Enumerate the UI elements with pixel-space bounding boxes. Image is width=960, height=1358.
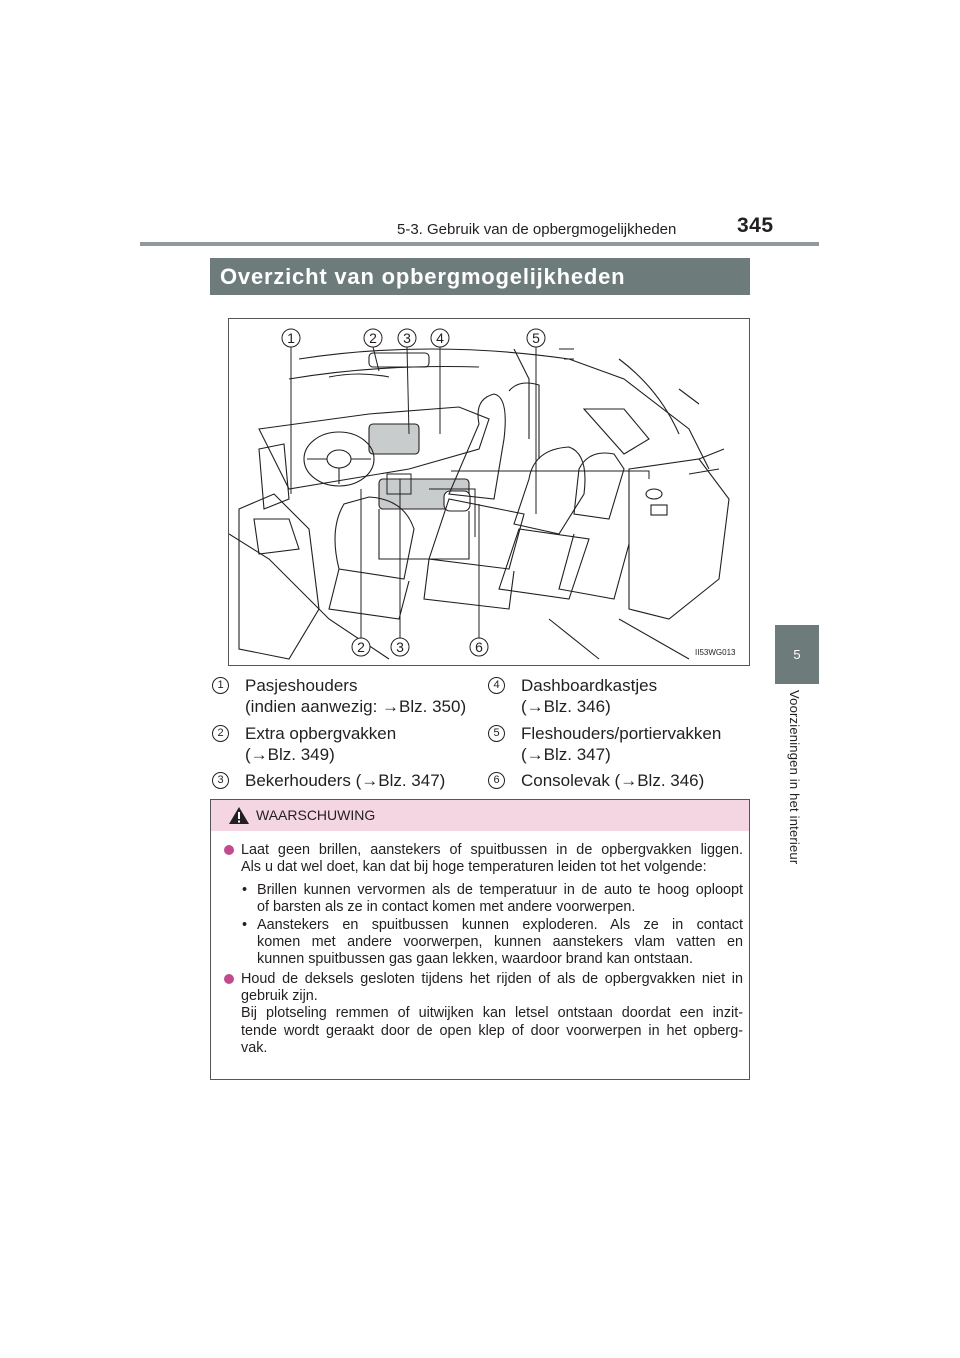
warning-title: WAARSCHUWING: [256, 807, 376, 823]
section-title: Overzicht van opbergmogelijkheden: [210, 258, 750, 295]
legend-line: Pasjeshouders: [245, 676, 358, 695]
warning-line: kunnen spuitbussen gas gaan lekken, waardoor brand kan ontstaan.: [257, 951, 694, 968]
warning-line: komen met andere voorwerpen, kunnen aanstekers vlam vatten en: [257, 934, 743, 951]
warning-line: Brillen kunnen vervormen als de temperatuur in de auto te hoog oploopt: [257, 882, 743, 898]
car-interior-illustration: [229, 319, 749, 665]
legend-line: Extra opbergvakken: [245, 724, 397, 743]
warning-line: Houd de deksels gesloten tijdens het rijden of als de opbergvakken niet in: [241, 971, 743, 987]
warning-line: Laat geen brillen, aanstekers of spuitbussen in de opbergvakken liggen.: [241, 842, 743, 858]
callout-top-label-1: 1: [287, 330, 295, 346]
callout-bottom-label-3: 6: [475, 639, 483, 655]
interior-figure: [228, 318, 750, 666]
legend-number: 4: [488, 677, 505, 694]
callout-top-label-4: 4: [436, 330, 444, 346]
warning-line: tende wordt geraakt door de open klep of door voorwerpen in het opberg-: [241, 1022, 743, 1039]
callout-top-label-3: 3: [403, 330, 411, 346]
bullet-dot-icon: [224, 974, 234, 984]
warning-header: [211, 800, 749, 831]
warning-line: gebruik zijn.: [241, 988, 318, 1005]
legend-line: Dashboardkastjes: [521, 676, 658, 695]
warning-line: vak.: [241, 1039, 268, 1056]
legend-number: 6: [488, 772, 505, 789]
callouts-bottom: [352, 638, 488, 656]
warning-box: [210, 799, 750, 1080]
callout-bottom-label-1: 2: [357, 639, 365, 655]
figure-code: II53WG013: [695, 648, 736, 657]
legend-line: (→Blz. 349): [245, 745, 335, 764]
warning-line: Als u dat wel doet, kan dat bij hoge temperaturen leiden tot het volgende:: [241, 859, 707, 876]
warning-bullet-2: [241, 971, 743, 1057]
legend-line: (→Blz. 346): [521, 697, 611, 716]
warning-line: Bij plotseling remmen of uitwijken kan letsel ontstaan doordat een inzit-: [241, 1005, 743, 1022]
legend-number: 1: [212, 677, 229, 694]
warning-triangle-icon: [228, 806, 250, 825]
warning-sub-1: [242, 882, 743, 916]
sub-bullet-mark: •: [242, 917, 248, 933]
legend-number: 3: [212, 772, 229, 789]
section-header: 5-3. Gebruik van de opbergmogelijkheden: [397, 221, 677, 238]
header-rule: [140, 242, 819, 246]
callouts-top: [282, 329, 545, 347]
legend-line: Bekerhouders (→Blz. 347): [245, 771, 446, 790]
legend-line: (indien aanwezig: →Blz. 350): [245, 697, 467, 716]
warning-sub-2: [242, 917, 743, 969]
warning-bullet-1: [241, 842, 743, 876]
legend-number: 5: [488, 725, 505, 742]
legend-line: Consolevak (→Blz. 346): [521, 771, 705, 790]
page-number: 345: [737, 214, 774, 237]
warning-line: of barsten als ze in contact komen met andere voorwerpen.: [257, 899, 636, 916]
chapter-label: Voorzieningen in het interieur: [787, 690, 802, 865]
callout-top-label-5: 5: [532, 330, 540, 346]
sub-bullet-mark: •: [242, 882, 248, 898]
legend-line: (→Blz. 347): [521, 745, 611, 764]
bullet-dot-icon: [224, 845, 234, 855]
legend-number: 2: [212, 725, 229, 742]
callout-bottom-label-2: 3: [396, 639, 404, 655]
chapter-tab: 5: [775, 625, 819, 684]
callout-top-label-2: 2: [369, 330, 377, 346]
legend-line: Fleshouders/portiervakken: [521, 724, 722, 743]
warning-line: Aanstekers en spuitbussen kunnen exploderen. Als ze in contact: [257, 917, 743, 933]
